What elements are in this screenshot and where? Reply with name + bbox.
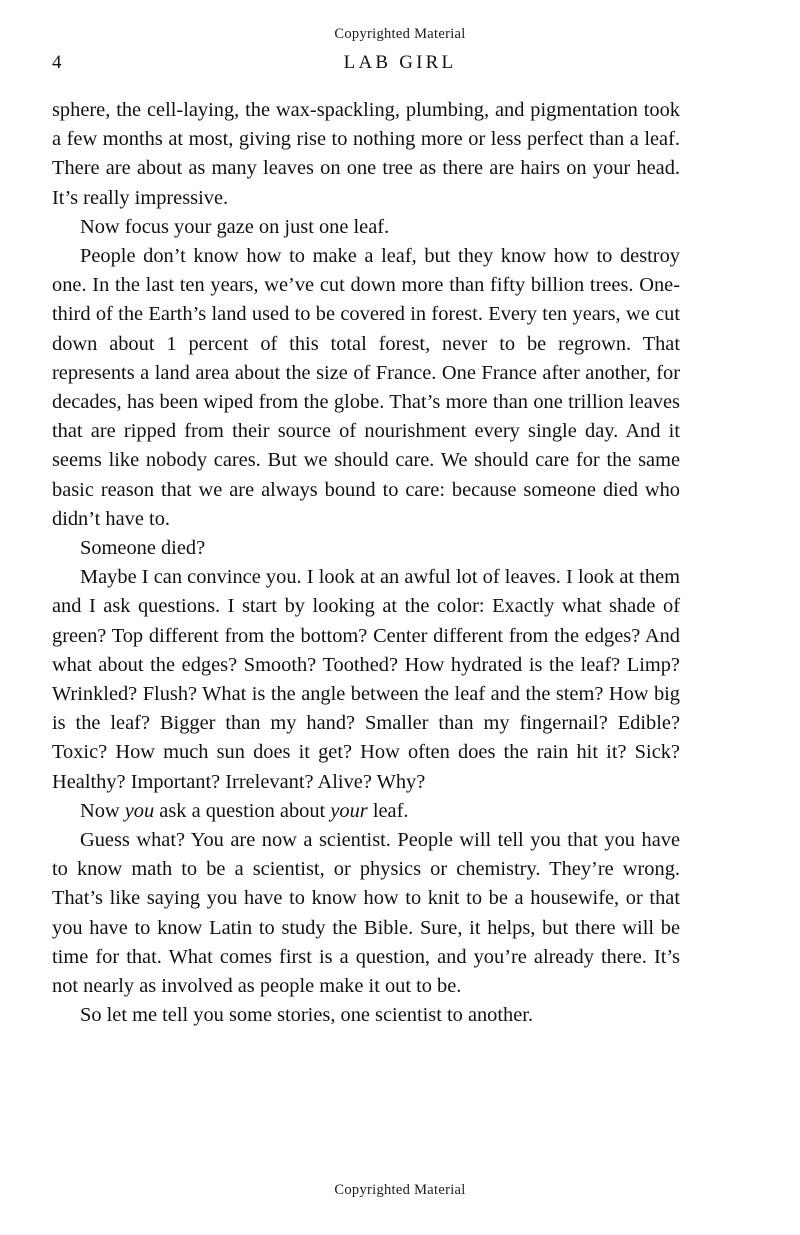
- emphasis-text: you: [124, 799, 155, 822]
- paragraph: Guess what? You are now a scientist. People will tell you that you have to know math to be a scientist, or physics or chemistry. They’re wrong. That’s like saying you have to know how to knit to be a housewife, or that you have to know Latin to study the Bible. Sure, it helps, but there will be time for that. What comes first is a question, and you’re already there. It’s not nearly as involved as people make it out to be.: [52, 829, 680, 998]
- paragraph: So let me tell you some stories, one scientist to another.: [80, 1004, 534, 1027]
- copyright-watermark-top: Copyrighted Material: [334, 26, 466, 42]
- page-number: 4: [52, 52, 62, 73]
- paragraph: Maybe I can convince you. I look at an awful lot of leaves. I look at them and I ask questions. I start by looking at the color: Exactly what shade of green? Top different from the bottom? Center different from the edges? And what about the edges? Smooth? Toothed? How hydrated is the leaf? Limp? Wrinkled? Flush? What is the angle between the leaf and the stem? How big is the leaf? Bigger than my hand? Smaller than my fingernail? Edible? Toxic? How much sun does it get? How often does the rain hit it? Sick? Healthy? Important? Irrelevant? Alive? Why?: [52, 566, 680, 793]
- running-head: [52, 52, 748, 78]
- paragraph: People don’t know how to make a leaf, but they know how to destroy one. In the last ten years, we’ve cut down more than fifty billion trees. One-third of the Earth’s land used to be covered in forest. Every ten years, we cut down about 1 percent of this total forest, never to be regrown. That represents a land area about the size of France. One France after another, for decades, has been wiped from the globe. That’s more than one trillion leaves that are ripped from their source of nourishment every single day. And it seems like nobody cares. But we should care. We should care for the same basic reason that we are always bound to care: because someone died who didn’t have to.: [52, 245, 680, 530]
- copyright-watermark-bottom: Copyrighted Material: [334, 1182, 466, 1198]
- paragraph: [52, 797, 680, 826]
- paragraph: Now focus your gaze on just one leaf.: [80, 215, 390, 238]
- text-run: Now: [80, 799, 125, 822]
- book-title-running-head: LAB GIRL: [343, 52, 457, 73]
- paragraph: sphere, the cell-laying, the wax-spackling, plumbing, and pigmentation took a few months at most, giving rise to nothing more or less perfect than a leaf. There are about as many leaves on one tree as there are hairs on your head. It’s really impressive.: [52, 99, 680, 209]
- emphasis-text: your: [330, 799, 368, 822]
- page-body-text: [52, 96, 680, 1031]
- paragraph: Someone died?: [80, 537, 206, 560]
- text-run: ask a question about: [154, 799, 331, 822]
- text-run: leaf.: [367, 799, 409, 822]
